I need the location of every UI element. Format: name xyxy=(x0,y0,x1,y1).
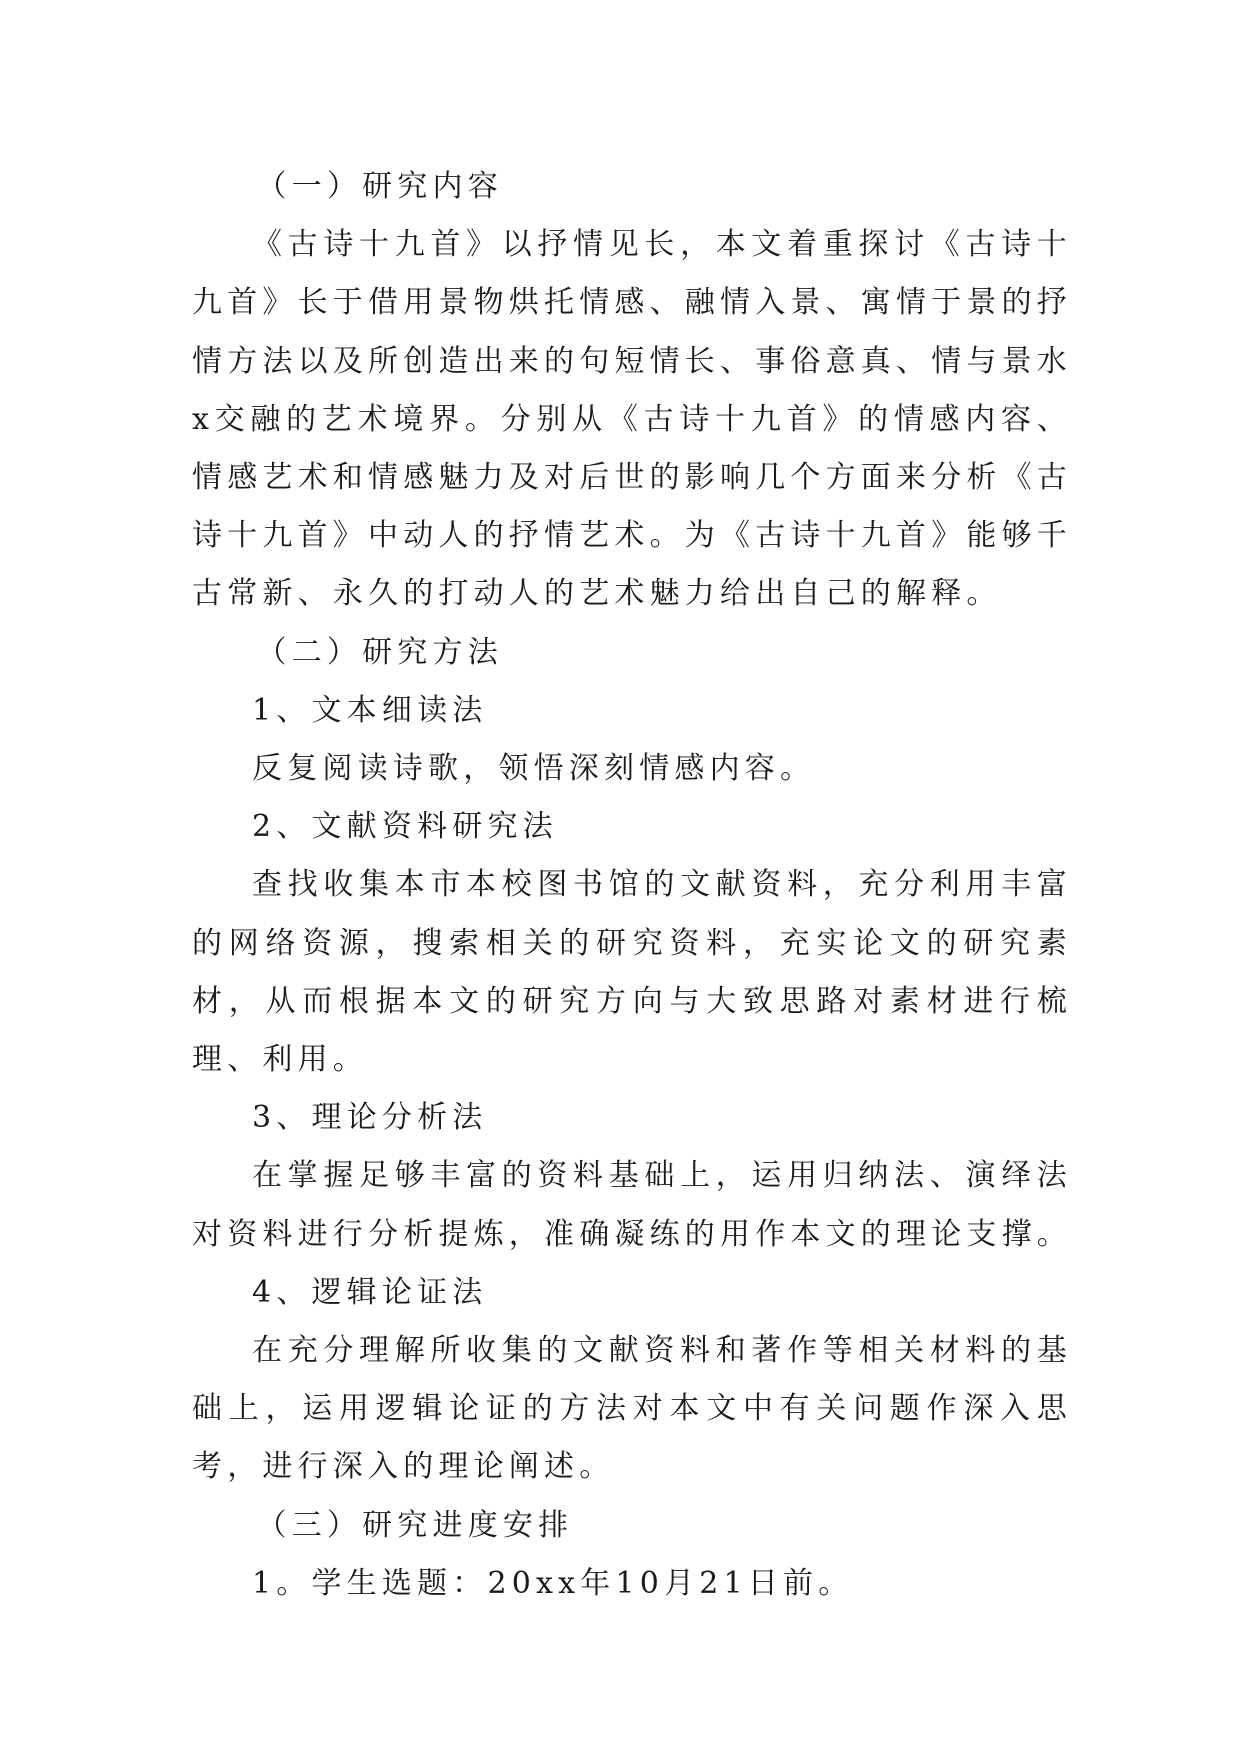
method-title-theoretical-analysis: 3、理论分析法 xyxy=(252,1100,488,1136)
section-heading-research-methods: （二）研究方法 xyxy=(256,634,503,670)
method-title-text-reading: 1、文本细读法 xyxy=(252,692,488,728)
section-heading-research-schedule: （三）研究进度安排 xyxy=(256,1507,574,1543)
paragraph-research-content: 《古诗十九首》以抒情见长，本文着重探讨《古诗十九首》长于借用景物烘托情感、融情入景、寓情于景的抒情方法以及所创造出来的句短情长、事俗意真、情与景水x交融的艺术境界。分别从《古诗十九首》的情感内容、情感艺术和情感魅力及对后世的影响几个方面来分析《古诗十九首》中动人的抒情艺术。为《古诗十九首》能够千古常新、永久的打动人的艺术魅力给出自己的解释。 xyxy=(192,227,1072,612)
method-body-logical-argument: 在充分理解所收集的文献资料和著作等相关材料的基础上，运用逻辑论证的方法对本文中有关问题作深入思考，进行深入的理论阐述。 xyxy=(192,1333,1072,1485)
method-body-theoretical-analysis: 在掌握足够丰富的资料基础上，运用归纳法、演绎法对资料进行分析提炼，准确凝练的用作本文的理论支撑。 xyxy=(192,1158,1072,1252)
method-body-text-reading: 反复阅读诗歌，领悟深刻情感内容。 xyxy=(252,751,816,787)
section-heading-research-content: （一）研究内容 xyxy=(256,169,503,204)
method-title-logical-argument: 4、逻辑论证法 xyxy=(252,1274,488,1310)
document-body xyxy=(192,158,1072,1613)
schedule-item-topic-selection: 1。学生选题：20xx年10月21日前。 xyxy=(252,1565,854,1601)
method-title-literature-research: 2、文献资料研究法 xyxy=(252,809,558,845)
method-body-literature-research: 查找收集本市本校图书馆的文献资料，充分利用丰富的网络资源，搜索相关的研究资料，充实论文的研究素材，从而根据本文的研究方向与大致思路对素材进行梳理、利用。 xyxy=(192,867,1072,1078)
